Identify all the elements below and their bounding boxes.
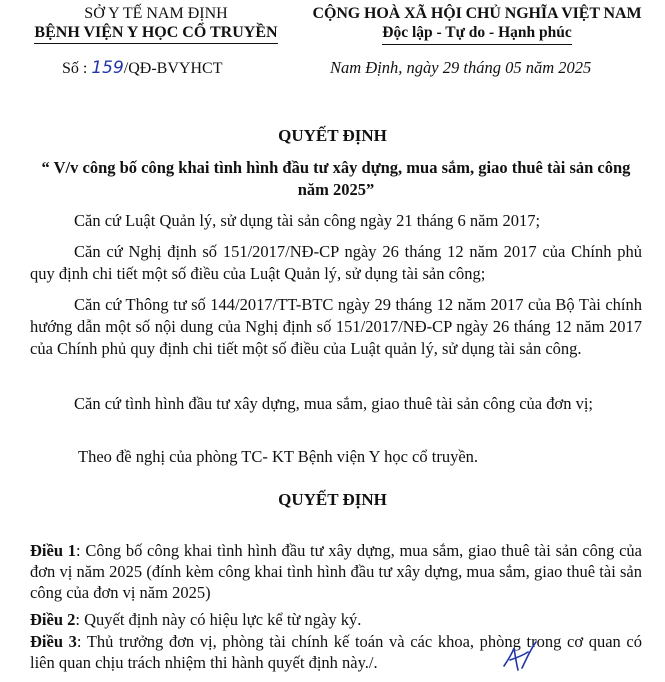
article-2-text: : Quyết định này có hiệu lực kể từ ngày ký. [75, 610, 362, 629]
article-3-label: Điều 3 [30, 632, 77, 651]
parent-agency: SỞ Y TẾ NAM ĐỊNH [84, 5, 228, 22]
article-1 [30, 540, 642, 603]
place-and-date: Nam Định, ngày 29 tháng 05 năm 2025 [330, 58, 592, 77]
document-number-prefix: Số : [62, 60, 88, 77]
article-3 [30, 631, 642, 673]
article-2-label: Điều 2 [30, 610, 76, 629]
article-2 [30, 609, 642, 630]
document-number-handwritten: 159 [91, 58, 124, 78]
legal-basis-1: Căn cứ Luật Quản lý, sử dụng tài sản công ngày 21 tháng 6 năm 2017; [74, 211, 541, 230]
document-number [62, 58, 222, 79]
document-subject: “ V/v công bố công khai tình hình đầu tư xây dựng, mua sắm, giao thuê tài sản công năm 2025” [41, 158, 631, 199]
national-motto: Độc lập - Tự do - Hạnh phúc [382, 23, 571, 45]
document-title: QUYẾT ĐỊNH [278, 126, 387, 145]
decision-heading: QUYẾT ĐỊNH [278, 490, 387, 509]
document-number-suffix: /QĐ-BVYHCT [123, 60, 223, 77]
proposal-basis: Theo đề nghị của phòng TC- KT Bệnh viện Y học cổ truyền. [78, 447, 479, 466]
initials-signature-icon [500, 640, 540, 674]
legal-basis-2: Căn cứ Nghị định số 151/2017/NĐ-CP ngày 26 tháng 12 năm 2017 của Chính phủ quy định chi tiết một số điều của Luật Quản lý, sử dụng tài sản công; [30, 242, 642, 283]
legal-basis-4: Căn cứ tình hình đầu tư xây dựng, mua sắm, giao thuê tài sản công của đơn vị; [74, 394, 593, 413]
legal-basis-3: Căn cứ Thông tư số 144/2017/TT-BTC ngày 29 tháng 12 năm 2017 của Bộ Tài chính hướng dẫn một số nội dung của Nghị định số 151/2017/NĐ-CP ngày 26 tháng 12 năm 2017 của Chính phủ quy định chi tiết một số điều của Luật quản lý, sử dụng tài sản công. [30, 295, 642, 358]
article-3-text: : Thủ trưởng đơn vị, phòng tài chính kế toán và các khoa, phòng trong cơ quan có liên quan chịu trách nhiệm thi hành quyết định này./. [30, 632, 643, 672]
country-name: CỘNG HOÀ XÃ HỘI CHỦ NGHĨA VIỆT NAM [312, 5, 642, 22]
hospital-name: BỆNH VIỆN Y HỌC CỔ TRUYỀN [34, 23, 277, 44]
article-1-label: Điều 1 [30, 541, 76, 560]
issuing-agency-header [22, 4, 290, 44]
national-motto-header [296, 4, 658, 45]
article-1-text: : Công bố công khai tình hình đầu tư xây dựng, mua sắm, giao thuê tài sản công của đơn vị năm 2025 (đính kèm công khai tình hình đầu tư xây dựng, mua sắm, giao thuê tài sản công của đơn vị năm 2025) [30, 541, 643, 602]
